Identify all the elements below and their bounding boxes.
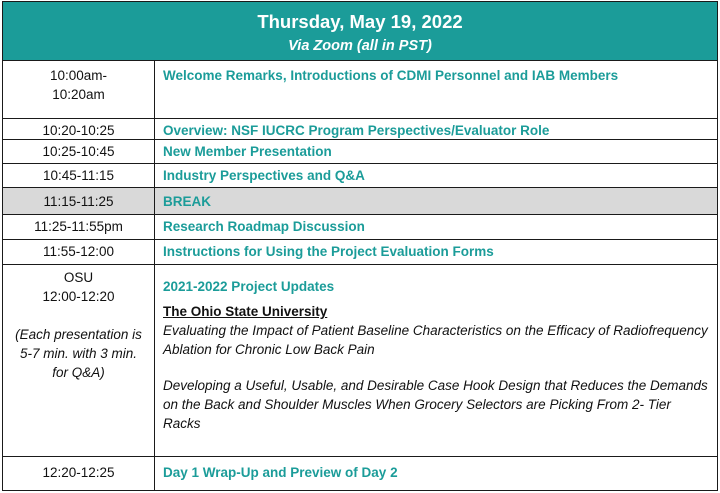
time-cell: [3, 265, 155, 456]
agenda-row: [3, 214, 717, 239]
agenda-date-title: Thursday, May 19, 2022: [257, 11, 463, 32]
agenda-header: [3, 2, 717, 60]
agenda-row: [3, 139, 717, 163]
agenda-row-break: [3, 187, 717, 214]
university-name: The Ohio State University: [163, 304, 328, 319]
agenda-row: [3, 456, 717, 490]
time-cell: 10:45-11:15: [3, 164, 155, 187]
session-title: Industry Perspectives and Q&A: [163, 168, 365, 183]
session-title: 2021-2022 Project Updates: [163, 279, 335, 294]
agenda-row: [3, 239, 717, 264]
session-title: BREAK: [163, 194, 212, 209]
time-cell: [3, 61, 155, 118]
project-title: Developing a Useful, Usable, and Desirable Case Hook Design that Reduces the Demands on the Back and Shoulder Muscles When Grocery Selectors are Picking From 2- Tier Racks: [163, 378, 708, 431]
session-title: Day 1 Wrap-Up and Preview of Day 2: [163, 465, 398, 480]
agenda-subtitle: Via Zoom (all in PST): [288, 38, 432, 54]
session-details: [163, 265, 711, 433]
time-cell: 11:15-11:25: [3, 188, 155, 214]
session-title: Research Roadmap Discussion: [163, 219, 365, 234]
time-label: OSU: [63, 270, 94, 285]
agenda-row: [3, 60, 717, 118]
session-title: Instructions for Using the Project Evaluation Forms: [163, 244, 494, 259]
session-title: New Member Presentation: [163, 144, 332, 159]
time-range: 12:00-12:20: [42, 289, 115, 304]
agenda-row: [3, 163, 717, 187]
project-title: Evaluating the Impact of Patient Baseline Characteristics on the Efficacy of Radiofrequency Ablation for Chronic Low Back Pain: [163, 323, 708, 357]
time-note: (Each presentation is 5-7 min. with 3 min. for Q&A): [15, 327, 142, 380]
time-cell: 10:20-10:25: [3, 119, 155, 139]
agenda-row: [3, 118, 717, 139]
time-cell: 12:20-12:25: [3, 457, 155, 490]
time-cell: 10:25-10:45: [3, 140, 155, 163]
session-title: Overview: NSF IUCRC Program Perspectives/Evaluator Role: [163, 123, 550, 138]
session-title: Welcome Remarks, Introductions of CDMI Personnel and IAB Members: [163, 68, 619, 83]
time-cell: 11:25-11:55pm: [3, 215, 155, 239]
time-cell: 11:55-12:00: [3, 240, 155, 264]
agenda-table: [2, 1, 718, 491]
time-line: 10:00am-: [49, 68, 108, 83]
time-line: 10:20am: [52, 87, 105, 102]
agenda-row-project-updates: [3, 264, 717, 456]
